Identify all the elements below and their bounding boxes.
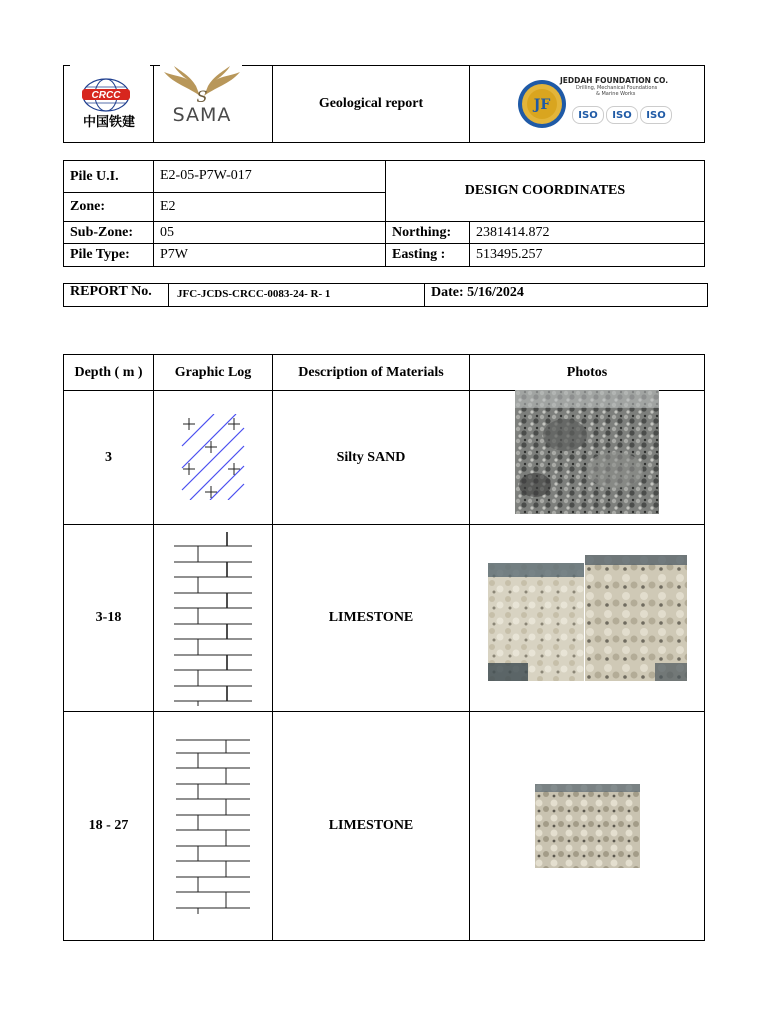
crcc-chinese-name: 中国铁建 xyxy=(82,115,135,130)
zone-label: Zone: xyxy=(70,199,105,214)
silty-sand-graphic xyxy=(180,414,246,500)
table-divider xyxy=(168,283,169,307)
limestone-photo-2 xyxy=(585,555,687,681)
pile-type-value: P7W xyxy=(160,247,188,262)
limestone-photo-image xyxy=(488,563,584,681)
jfc-tagline: & Marine Works xyxy=(596,91,636,97)
column-header-photos: Photos xyxy=(566,364,608,380)
pile-ui-label: Pile U.I. xyxy=(70,168,119,184)
iso-badge: ISO xyxy=(606,106,638,124)
depth-cell: 3-18 xyxy=(95,610,122,625)
report-date: Date: 5/16/2024 xyxy=(431,285,524,300)
limestone-photo-3 xyxy=(535,784,640,868)
depth-cell: 18 - 27 xyxy=(88,818,129,833)
depth-cell: 3 xyxy=(105,449,112,465)
description-cell: LIMESTONE xyxy=(328,610,414,625)
easting-value: 513495.257 xyxy=(476,247,543,262)
sama-logo xyxy=(160,66,244,130)
silty-sand-photo-image xyxy=(515,390,659,514)
header-divider xyxy=(153,65,154,143)
limestone-brick-pattern-icon xyxy=(174,530,252,706)
column-header-description: Description of Materials xyxy=(298,364,444,380)
report-title: Geological report xyxy=(318,96,424,111)
limestone-graphic xyxy=(174,530,252,706)
limestone-graphic xyxy=(176,738,250,914)
limestone-photo-image xyxy=(585,555,687,681)
pile-ui-value: E2-05-P7W-017 xyxy=(160,168,252,183)
subzone-value: 05 xyxy=(160,224,174,240)
svg-text:S: S xyxy=(196,87,208,106)
crcc-logo xyxy=(76,75,142,131)
header-gap xyxy=(70,64,150,67)
limestone-photo-1 xyxy=(488,563,584,681)
table-divider xyxy=(153,354,154,941)
northing-value: 2381414.872 xyxy=(476,224,550,240)
iso-badge: ISO xyxy=(640,106,672,124)
silty-sand-photo xyxy=(515,390,659,514)
svg-text:CRCC: CRCC xyxy=(91,90,121,101)
zone-value: E2 xyxy=(160,199,176,214)
jfc-tagline: Drilling, Mechanical Foundations xyxy=(576,85,658,91)
jfc-logo xyxy=(514,72,684,138)
limestone-photo-image xyxy=(535,784,640,868)
silty-sand-pattern-icon xyxy=(180,414,246,500)
subzone-label: Sub-Zone: xyxy=(70,224,134,240)
description-cell: LIMESTONE xyxy=(328,818,414,833)
jfc-company-name: JEDDAH FOUNDATION CO. xyxy=(560,76,669,85)
header-divider xyxy=(469,65,470,143)
design-coordinates-heading: DESIGN COORDINATES xyxy=(464,183,626,198)
column-header-graphic-log: Graphic Log xyxy=(174,364,252,380)
column-header-depth: Depth ( m ) xyxy=(74,364,143,380)
svg-text:JF: JF xyxy=(533,97,551,113)
description-cell: Silty SAND xyxy=(336,449,406,465)
limestone-brick-pattern-icon xyxy=(176,738,250,914)
table-divider xyxy=(469,354,470,941)
report-no-value: JFC-JCDS-CRCC-0083-24- R- 1 xyxy=(177,288,331,300)
report-no-label: REPORT No. xyxy=(70,284,152,299)
iso-badge: ISO xyxy=(572,106,604,124)
table-divider xyxy=(424,283,425,307)
jfc-seal-icon xyxy=(516,78,568,130)
easting-label: Easting : xyxy=(392,247,446,262)
sama-wordmark: SAMA xyxy=(172,104,232,126)
northing-label: Northing: xyxy=(392,224,452,240)
pile-type-label: Pile Type: xyxy=(70,247,130,262)
